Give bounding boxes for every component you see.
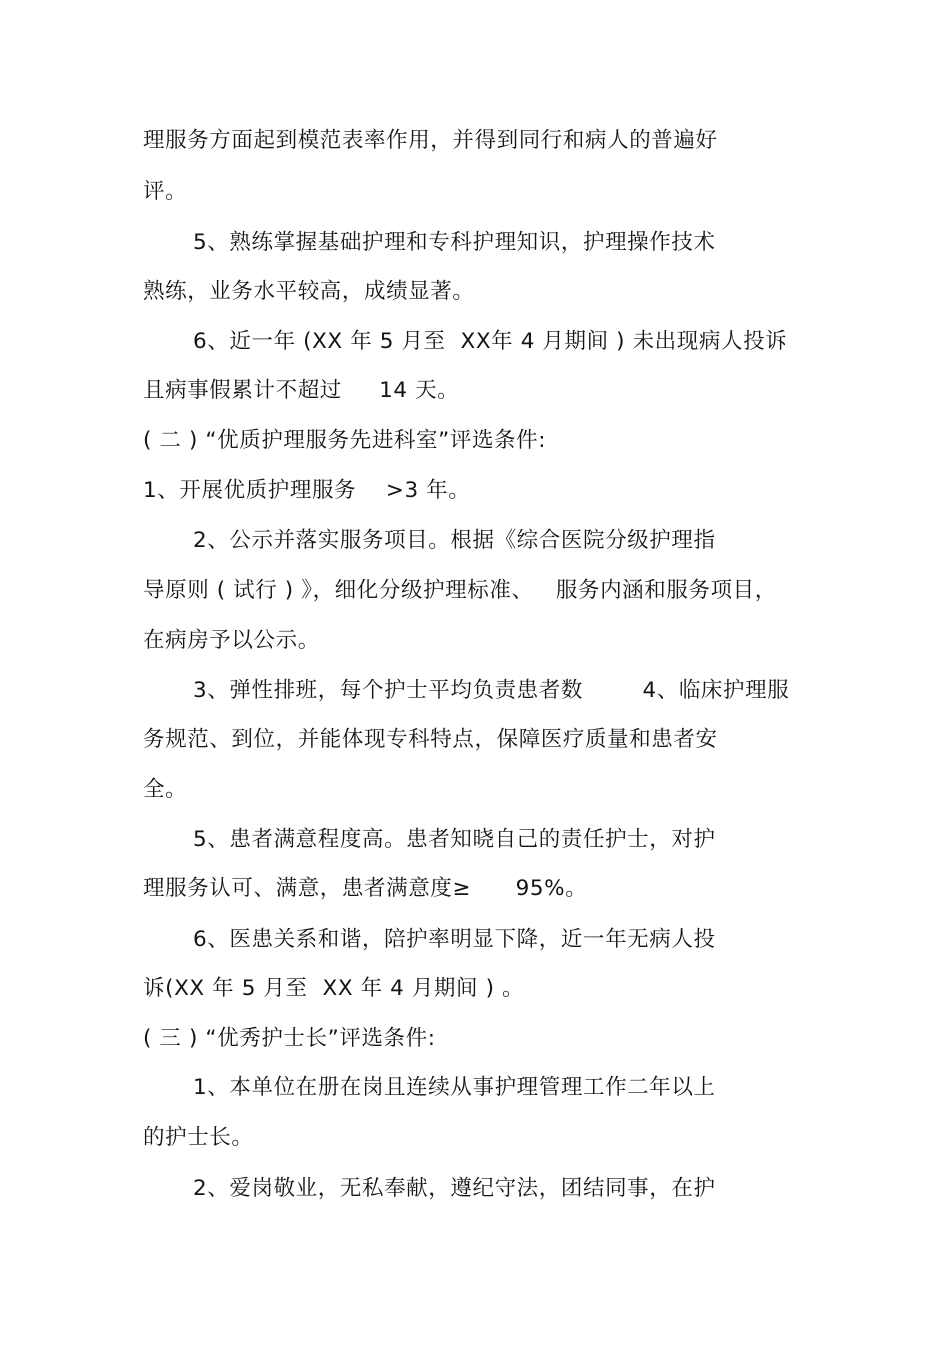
text-line: 导原则 ( 试行 ) 》，细化分级护理标准、 服务内涵和服务项目， [143,578,777,603]
text-line: 3、弹性排班，每个护士平均负责患者数 4、临床护理服 [193,678,790,703]
text-line: 1、开展优质护理服务 >3 年。 [143,478,471,503]
text-line: 且病事假累计不超过 14 天。 [143,378,460,403]
text-line: 6、近一年 (XX 年 5 月至 XX年 4 月期间 ) 未出现病人投诉 [193,329,788,354]
section-heading: ( 三 ) “优秀护士长”评选条件: [143,1026,436,1051]
text-line: 1、本单位在册在岗且连续从事护理管理工作二年以上 [193,1075,716,1100]
text-line: 理服务认可、满意，患者满意度≥ 95%。 [143,876,588,901]
text-line: 的护士长。 [143,1125,254,1150]
text-line: 诉(XX 年 5 月至 XX 年 4 月期间 ) 。 [143,976,525,1001]
section-heading: ( 二 ) “优质护理服务先进科室”评选条件: [143,428,547,453]
text-line: 2、爱岗敬业，无私奉献，遵纪守法，团结同事，在护 [193,1176,716,1201]
text-line: 在病房予以公示。 [143,628,320,653]
text-line: 5、熟练掌握基础护理和专科护理知识，护理操作技术 [193,230,716,255]
text-line: 全。 [143,777,188,802]
text-line: 理服务方面起到模范表率作用，并得到同行和病人的普遍好 [143,128,718,153]
text-line: 2、公示并落实服务项目。根据《综合医院分级护理指 [193,528,716,553]
text-line: 务规范、到位，并能体现专科特点，保障医疗质量和患者安 [143,727,718,752]
text-line: 评。 [143,179,188,204]
text-line: 5、患者满意程度高。患者知晓自己的责任护士，对护 [193,827,716,852]
text-line: 熟练，业务水平较高，成绩显著。 [143,279,475,304]
text-line: 6、医患关系和谐，陪护率明显下降，近一年无病人投 [193,927,716,952]
